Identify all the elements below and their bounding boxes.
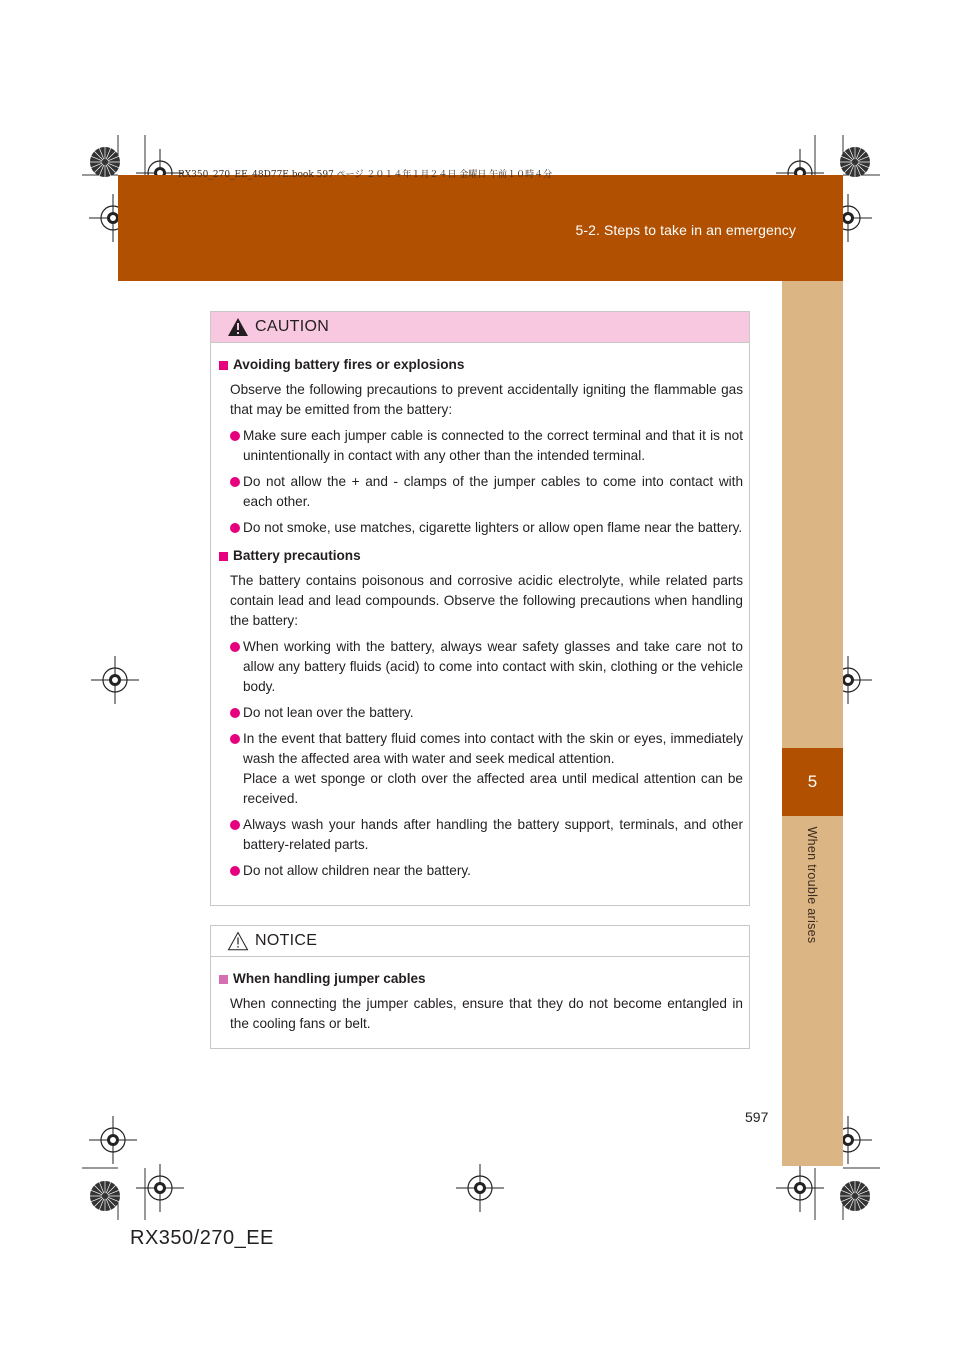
list-item: Do not smoke, use matches, cigarette lighters or allow open flame near the battery. — [219, 518, 743, 538]
square-bullet-icon — [219, 361, 228, 370]
chapter-side-tab — [782, 281, 843, 1166]
notice-label: NOTICE — [255, 932, 318, 949]
caution-box — [210, 311, 750, 906]
dot-bullet-icon — [230, 642, 240, 652]
list-item: Do not allow children near the battery. — [219, 861, 743, 881]
list-item: When working with the battery, always wear safety glasses and take care not to allow any battery fluids (acid) to come into contact with skin, clothing or the vehicle body. — [219, 637, 743, 697]
warning-triangle-icon — [227, 317, 249, 337]
caution-item-intro: The battery contains poisonous and corrosive acidic electrolyte, while related parts contain lead and lead compounds. Observe the following precautions when handling the battery: — [230, 573, 743, 628]
dot-bullet-icon — [230, 820, 240, 830]
caution-item-title: Avoiding battery fires or explosions — [219, 355, 743, 375]
dot-bullet-icon — [230, 866, 240, 876]
notice-item-intro: When connecting the jumper cables, ensure that they do not become entangled in the cooling fans or belt. — [230, 996, 743, 1031]
section-heading: 5-2. Steps to take in an emergency — [575, 222, 796, 238]
caution-label: CAUTION — [255, 318, 330, 335]
notice-item-title: When handling jumper cables — [219, 969, 743, 989]
list-item: Do not allow the + and - clamps of the jumper cables to come into contact with each other. — [219, 472, 743, 512]
square-bullet-icon — [219, 975, 228, 984]
dot-bullet-icon — [230, 734, 240, 744]
caution-item-intro: Observe the following precautions to prevent accidentally igniting the flammable gas that may be emitted from the battery: — [230, 382, 743, 417]
model-code: RX350/270_EE — [130, 1227, 274, 1249]
square-bullet-icon — [219, 552, 228, 561]
list-item: Always wash your hands after handling the battery support, terminals, and other battery-related parts. — [219, 815, 743, 855]
chapter-number: 5 — [782, 748, 843, 816]
chapter-title: When trouble arises — [805, 826, 819, 944]
caution-header — [211, 312, 749, 343]
list-item: Do not lean over the battery. — [219, 703, 743, 723]
dot-bullet-icon — [230, 477, 240, 487]
notice-box — [210, 925, 750, 1049]
dot-bullet-icon — [230, 431, 240, 441]
list-item-extra: Place a wet sponge or cloth over the affected area until medical attention can be received. — [243, 771, 743, 806]
print-stamp: RX350_270_EE_48D77E.book 597 ページ ２０１４年１月２４日 金曜日 午前１０時４分 — [178, 170, 553, 180]
dot-bullet-icon — [230, 708, 240, 718]
caution-item-title: Battery precautions — [219, 546, 743, 566]
page-number: 597 — [745, 1109, 769, 1125]
dot-bullet-icon — [230, 523, 240, 533]
list-item: In the event that battery fluid comes into contact with the skin or eyes, immediately wash the affected area with water and seek medical attention. Place a wet sponge or cloth over the affected area until medical attention can be received. — [219, 729, 743, 809]
warning-triangle-icon — [227, 931, 249, 951]
notice-header — [211, 926, 749, 957]
list-item: Make sure each jumper cable is connected to the correct terminal and that it is not unintentionally in contact with any other than the intended terminal. — [219, 426, 743, 466]
